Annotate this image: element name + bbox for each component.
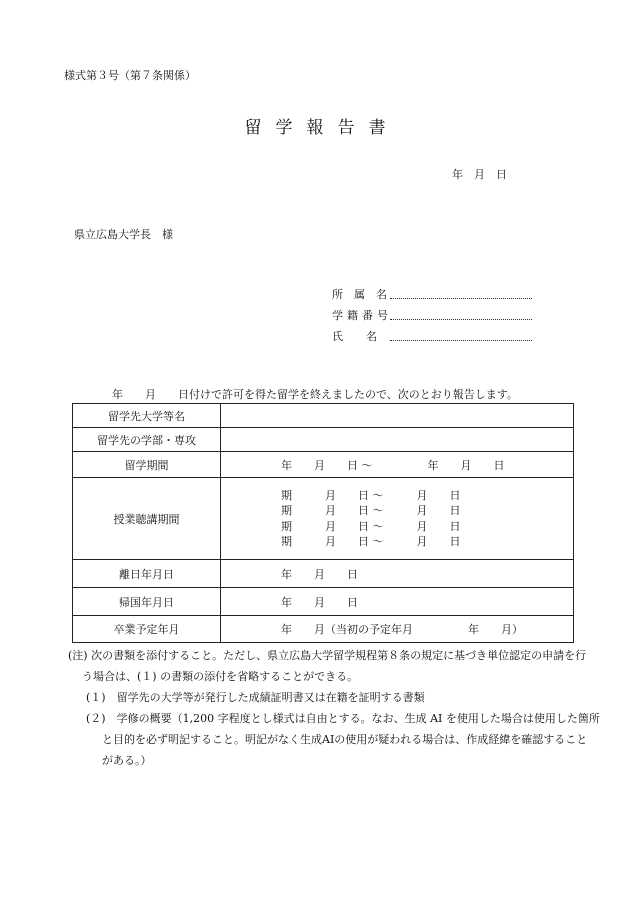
- addressee: 県立広島大学長 様: [74, 228, 173, 241]
- departure-date-value[interactable]: 年 月 日: [221, 560, 574, 588]
- row-label-faculty: 留学先の学部・専攻: [73, 428, 221, 452]
- note-item-2-line-1: (２) 学修の概要（1,200 字程度とし様式は自由とする。なお、生成 AI を使用した場合は使用した箇所: [86, 712, 600, 725]
- student-id-label: 学籍番号: [332, 309, 392, 322]
- notes-section: [68, 645, 600, 771]
- row-label-study-period: 留学期間: [73, 452, 221, 478]
- document-title: 留学報告書: [244, 118, 400, 138]
- study-period-value[interactable]: 年 月 日 ～ 年 月 日: [221, 452, 574, 478]
- note-item-2-line-3: がある。）: [102, 754, 152, 767]
- course-period-line-2: 期 月 日 ～ 月 日: [281, 504, 461, 517]
- note-line-2: う場合は、(１) の書類の添付を省略することができる。: [82, 670, 359, 683]
- row-label-departure-date: 離日年月日: [73, 560, 221, 588]
- report-table: [72, 403, 574, 643]
- table-row: [73, 452, 574, 478]
- course-period-line-3: 期 月 日 ～ 月 日: [281, 519, 461, 533]
- table-row: [73, 428, 574, 452]
- table-row: [73, 588, 574, 616]
- row-label-university: 留学先大学等名: [73, 404, 221, 428]
- course-period-line-1: 期 月 日 ～ 月 日: [281, 488, 461, 502]
- faculty-value-cell[interactable]: [221, 428, 574, 452]
- affiliation-label: 所属名: [332, 288, 398, 301]
- date-line: 年 月 日: [452, 168, 507, 181]
- note-line-1: (注) 次の書類を添付すること。ただし、県立広島大学留学規程第８条の規定に基づき単位認定の申請を行: [68, 649, 587, 662]
- row-label-graduation: 卒業予定年月: [73, 616, 221, 643]
- table-row: [73, 616, 574, 643]
- graduation-value[interactable]: 年 月（当初の予定年月 年 月）: [221, 616, 574, 643]
- note-item-2-line-2: と目的を必ず明記すること。明記がなく生成AIの使用が疑われる場合は、作成経緯を確認すること: [102, 733, 588, 746]
- row-label-return-date: 帰国年月日: [73, 588, 221, 616]
- university-value-cell[interactable]: [221, 404, 574, 428]
- affiliation-dotted-line: [390, 298, 532, 299]
- return-date-value[interactable]: 年 月 日: [221, 588, 574, 616]
- form-number: 様式第３号（第７条関係）: [64, 69, 196, 82]
- affiliation-field[interactable]: [332, 286, 532, 304]
- row-label-course-period: 授業聴講期間: [73, 478, 221, 560]
- name-field[interactable]: [332, 328, 532, 346]
- table-row: [73, 404, 574, 428]
- course-period-line-4: 期 月 日 ～ 月 日: [281, 535, 461, 548]
- student-id-dotted-line: [390, 319, 532, 320]
- table-row: [73, 560, 574, 588]
- table-row: [73, 478, 574, 560]
- name-label: 氏 名: [332, 330, 383, 343]
- intro-sentence: 年 月 日付けで許可を得た留学を終えましたので、次のとおり報告します。: [112, 388, 518, 401]
- course-period-value[interactable]: [221, 478, 574, 560]
- name-dotted-line: [390, 340, 532, 341]
- student-id-field[interactable]: [332, 307, 532, 325]
- note-item-1: (１) 留学先の大学等が発行した成績証明書又は在籍を証明する書類: [86, 691, 425, 704]
